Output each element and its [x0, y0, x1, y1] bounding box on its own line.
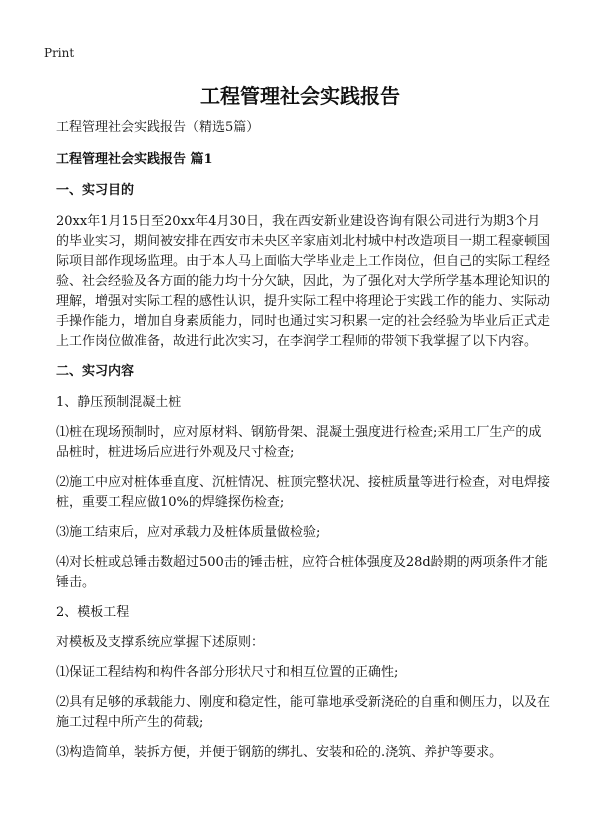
- list-item: ⑵具有足够的承载能力、刚度和稳定性，能可靠地承受新浇砼的自重和侧压力，以及在施工过程中所产生的荷载;: [56, 695, 551, 730]
- list-item: ⑴保证工程结构和构件各部分形状尺寸和相互位置的正确性;: [56, 665, 399, 680]
- list-item: ⑷对长桩或总锤击数超过500击的锤击桩，应符合桩体强度及28d龄期的两项条件才能锤击。: [56, 555, 548, 590]
- subsection-heading-pile: 1、静压预制混凝土桩: [56, 395, 182, 410]
- document-body: [56, 118, 550, 773]
- list-item: ⑴桩在现场预制时，应对原材料、钢筋骨架、混凝土强度进行检查;采用工厂生产的成品桩时，桩进场后应进行外观及尺寸检查;: [56, 425, 542, 460]
- list-item: ⑶构造简单，装拆方便，并便于钢筋的绑扎、安装和砼的.浇筑、养护等要求。: [56, 745, 503, 760]
- subsection-heading-formwork: 2、模板工程: [56, 605, 130, 620]
- list-item: ⑵施工中应对桩体垂直度、沉桩情况、桩顶完整状况、接桩质量等进行检查，对电焊接桩，重要工程应做10%的焊缝探伤检查;: [56, 475, 551, 510]
- section-heading-content: 二、实习内容: [56, 364, 135, 379]
- subsection-intro: 对模板及支撑系统应掌握下述原则：: [56, 635, 265, 650]
- section-body-purpose: 20xx年1月15日至20xx年4月30日，我在西安新业建设咨询有限公司进行为期3个月的毕业实习，期间被安排在西安市未央区辛家庙刘北村城中村改造项目一期工程豪顿国际项目部作现场监理。由于本人马上面临大学毕业走上工作岗位，但自己的实际工程经验、社会经验及各方面的能力均十分欠缺，因此，为了强化对大学所学基本理论知识的理解，增强对实际工程的感性认识，提升实际工程中将理论于实践工作的能力、实际动手操作能力，增加自身素质能力，同时也通过实习积累一定的社会经验为毕业后正式走上工作岗位做准备，故进行此次实习，在李润学工程师的带领下我掌握了以下内容。: [56, 214, 551, 349]
- list-item: ⑶施工结束后，应对承载力及桩体质量做检验;: [56, 525, 321, 540]
- section-heading-purpose: 一、实习目的: [56, 183, 135, 198]
- article-heading: 工程管理社会实践报告 篇1: [56, 152, 213, 167]
- print-link[interactable]: Print: [44, 46, 75, 60]
- document-subtitle: 工程管理社会实践报告（精选5篇）: [56, 120, 260, 135]
- page-title: 工程管理社会实践报告: [200, 84, 400, 108]
